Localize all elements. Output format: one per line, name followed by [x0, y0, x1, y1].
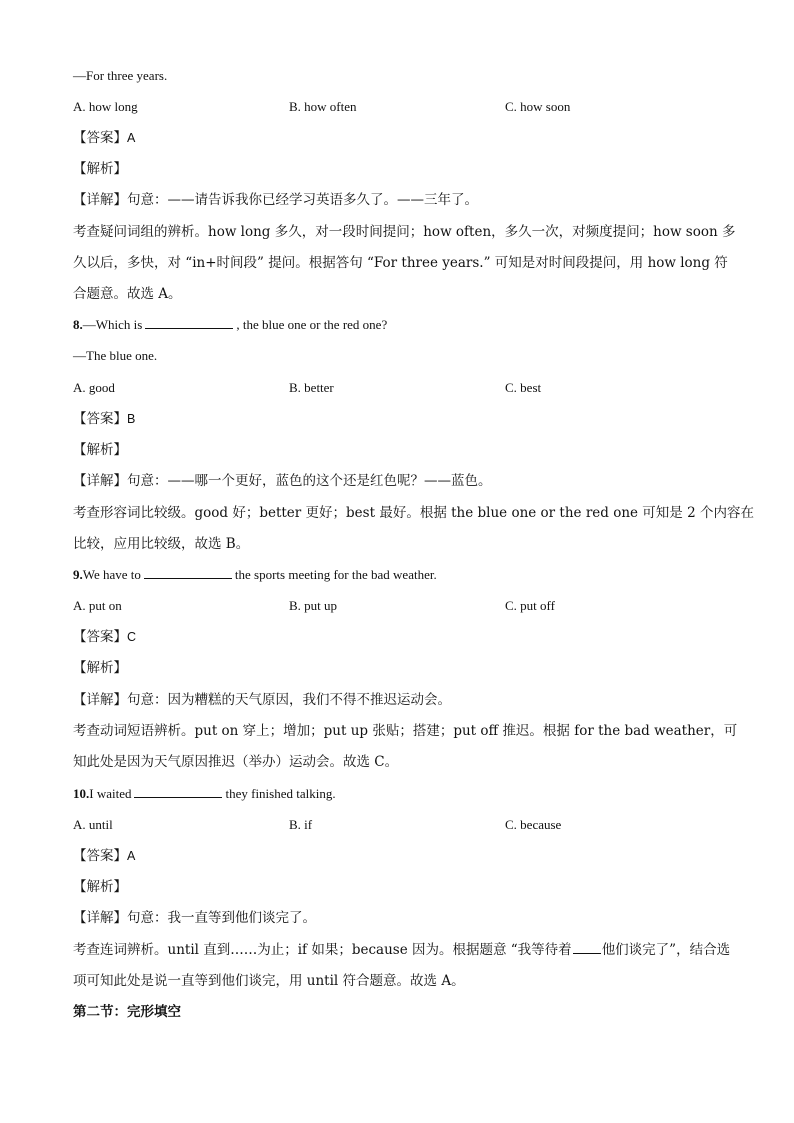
q8-answer: B — [127, 412, 136, 426]
q9-analysis-tag: 【解析】 — [73, 660, 127, 676]
q7-detail: 【详解】句意：——请告诉我你已经学习英语多久了。——三年了。 — [73, 192, 478, 208]
q10-number: 10. — [73, 786, 90, 801]
q9-number: 9. — [73, 567, 83, 582]
q10-explain-1b: 他们谈完了”，结合选 — [601, 942, 731, 958]
q9-answer-line — [73, 627, 728, 647]
answer-tag: 【答案】 — [73, 629, 127, 645]
q8-explain-1: 考查形容词比较级。good 好；better 更好；best 最好。根据 the blue one or the red one 可知是 2 个内容在 — [73, 505, 754, 521]
q10-explain-2: 项可知此处是说一直等到他们谈完，用 until 符合题意。故选 A。 — [73, 973, 465, 989]
q8-option-c: C. best — [505, 380, 542, 395]
q7-option-b: B. how often — [289, 99, 357, 114]
q9-explain-2: 知此处是因为天气原因推迟（举办）运动会。故选 C。 — [73, 754, 399, 770]
q10-stem — [73, 784, 728, 804]
q9-stem-b: the sports meeting for the bad weather. — [234, 567, 437, 582]
q10-stem-b: they finished talking. — [225, 786, 336, 801]
q9-detail: 【详解】句意：因为糟糕的天气原因，我们不得不推迟运动会。 — [73, 692, 451, 708]
q8-stem-a: —Which is — [82, 317, 143, 332]
q9-answer: C — [127, 630, 137, 644]
q8-blank — [145, 316, 233, 329]
q10-blank — [134, 785, 222, 798]
q10-analysis-tag: 【解析】 — [73, 879, 127, 895]
q8-detail: 【详解】句意：——哪一个更好，蓝色的这个还是红色呢？——蓝色。 — [73, 473, 492, 489]
q8-stem-b: , the blue one or the red one? — [236, 317, 388, 332]
q9-stem-a: We have to — [82, 567, 141, 582]
section-heading: 第二节：完形填空 — [73, 1004, 181, 1020]
q10-option-a: A. until — [73, 817, 113, 832]
q10-inline-blank — [573, 941, 601, 954]
q9-explain-1: 考查动词短语辨析。put on 穿上；增加；put up 张贴；搭建；put off 推迟。根据 for the bad weather，可 — [73, 723, 738, 739]
answer-tag: 【答案】 — [73, 848, 127, 864]
q10-option-b: B. if — [289, 817, 313, 832]
q9-blank — [144, 566, 232, 579]
q10-explain-1: 考查连词辨析。until 直到……为止；if 如果；because 因为。根据题意 “我等待着 — [73, 942, 572, 958]
q8-stem — [73, 315, 728, 335]
q7-answer-line — [73, 128, 728, 148]
q10-explain-1-line — [73, 940, 731, 960]
q10-option-c: C. because — [505, 817, 562, 832]
q7-reply: —For three years. — [73, 68, 168, 83]
q9-option-c: C. put off — [505, 598, 555, 613]
q10-answer: A — [127, 849, 136, 863]
q9-stem — [73, 565, 728, 585]
q7-explain-3: 合题意。故选 A。 — [73, 286, 182, 302]
q8-option-b: B. better — [289, 380, 334, 395]
q7-explain-1: 考查疑问词组的辨析。how long 多久，对一段时间提问；how often，多久一次，对频度提问；how soon 多 — [73, 224, 736, 240]
answer-tag: 【答案】 — [73, 411, 127, 427]
q7-explain-2: 久以后，多快，对 “in+时间段” 提问。根据答句 “For three years.” 可知是对时间段提问，用 how long 符 — [73, 255, 728, 271]
q10-detail: 【详解】句意：我一直等到他们谈完了。 — [73, 910, 316, 926]
q8-option-a: A. good — [73, 380, 115, 395]
q7-answer: A — [127, 131, 136, 145]
q8-reply: —The blue one. — [73, 348, 158, 363]
q7-option-a: A. how long — [73, 99, 138, 114]
q8-answer-line — [73, 409, 728, 429]
q8-explain-2: 比较，应用比较级，故选 B。 — [73, 536, 250, 552]
q10-stem-a: I waited — [89, 786, 132, 801]
q8-analysis-tag: 【解析】 — [73, 442, 127, 458]
q9-option-a: A. put on — [73, 598, 122, 613]
answer-tag: 【答案】 — [73, 130, 127, 146]
q8-number: 8. — [73, 317, 83, 332]
q7-analysis-tag: 【解析】 — [73, 161, 127, 177]
q10-answer-line — [73, 846, 728, 866]
q7-option-c: C. how soon — [505, 99, 571, 114]
q9-option-b: B. put up — [289, 598, 338, 613]
